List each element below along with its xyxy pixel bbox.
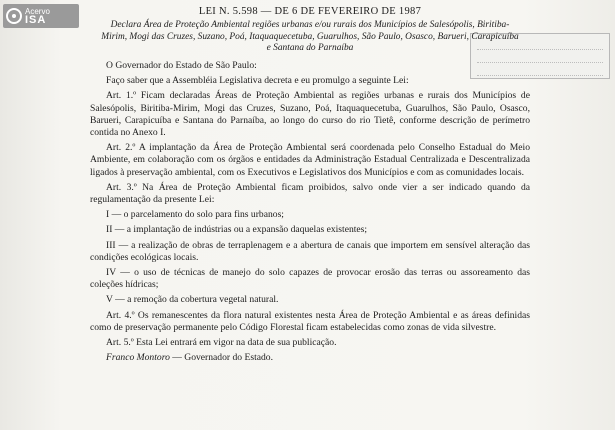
law-text (90, 6, 530, 374)
article-3: Art. 3.º Na Área de Proteção Ambiental ficam proibidos, salvo onde vier a ser indicado quando da regulamentação da presente Lei: (90, 181, 530, 206)
article-3-item-1: I — o parcelamento do solo para fins urbanos; (106, 209, 284, 221)
enacting-clause: Faço saber que a Assembléia Legislativa decreta e eu promulgo a seguinte Lei: (106, 75, 409, 87)
signature-line (90, 352, 530, 364)
law-title: LEI N. 5.598 — DE 6 DE FEVEREIRO DE 1987 (198, 6, 422, 17)
article-1: Art. 1.º Ficam declaradas Áreas de Proteção Ambiental as regiões urbanas e rurais dos Municípios de Salesópolis, Biritiba-Mirim, Mogi das Cruzes, Suzano, Poá, Itaquaquecetuba, Guarulhos, São Paulo, Osasco, Barueri, Carapicuíba e Santana do Parnaíba, ao longo do curso do rio Tietê, conforme descrição de perímetro contida no Anexo I. (90, 90, 530, 138)
governor-line: O Governador do Estado de São Paulo: (106, 59, 257, 71)
law-ementa: Declara Área de Proteção Ambiental regiões urbanas e/ou rurais dos Municípios de Salesópolis, Biritiba-Mirim, Mogi das Cruzes, Suzano, Poá, Itaquaquecetuba, Guarulhos, São Paulo, Osasco, Barueri, Carapicuíba e Santana do Parnaíba (101, 20, 519, 54)
article-2: Art. 2.º A implantação da Área de Proteção Ambiental será coordenada pelo Conselho Estadual do Meio Ambiente, em colaboração com os órgãos e entidades da Administração Estadual Centralizada e Descentralizada ligados à preservação ambiental, com os Executivos e Legislativos dos Municípios e com as comunidades locais. (90, 142, 530, 178)
article-3-item-3: III — a realização de obras de terraplenagem e a abertura de canais que importem em sensível alteração das condições ecológicas locais. (90, 239, 530, 263)
article-3-item-4: IV — o uso de técnicas de manejo do solo capazes de provocar erosão das terras ou assoreamento das coleções hídricas; (90, 267, 530, 291)
article-3-item-2: II — a implantação de indústrias ou a expansão daquelas existentes; (106, 224, 368, 236)
article-5: Art. 5.º Esta Lei entrará em vigor na data de sua publicação. (106, 337, 337, 349)
article-3-item-5: V — a remoção da cobertura vegetal natural. (106, 294, 279, 306)
signatory-name: Franco Montoro (106, 352, 170, 364)
article-4: Art. 4.º Os remanescentes da flora natural existentes nesta Área de Proteção Ambiental e as áreas definidas como de preservação permanente pelo Código Florestal ficam estabelecidas como zonas de vida silvestre. (90, 309, 530, 333)
watermark-line1: Acervo (25, 7, 50, 16)
signatory-title: — Governador do Estado. (169, 352, 273, 364)
acervo-isa-watermark (3, 4, 79, 28)
watermark-line2: ISA (25, 14, 47, 26)
isa-logo-icon (6, 8, 22, 24)
